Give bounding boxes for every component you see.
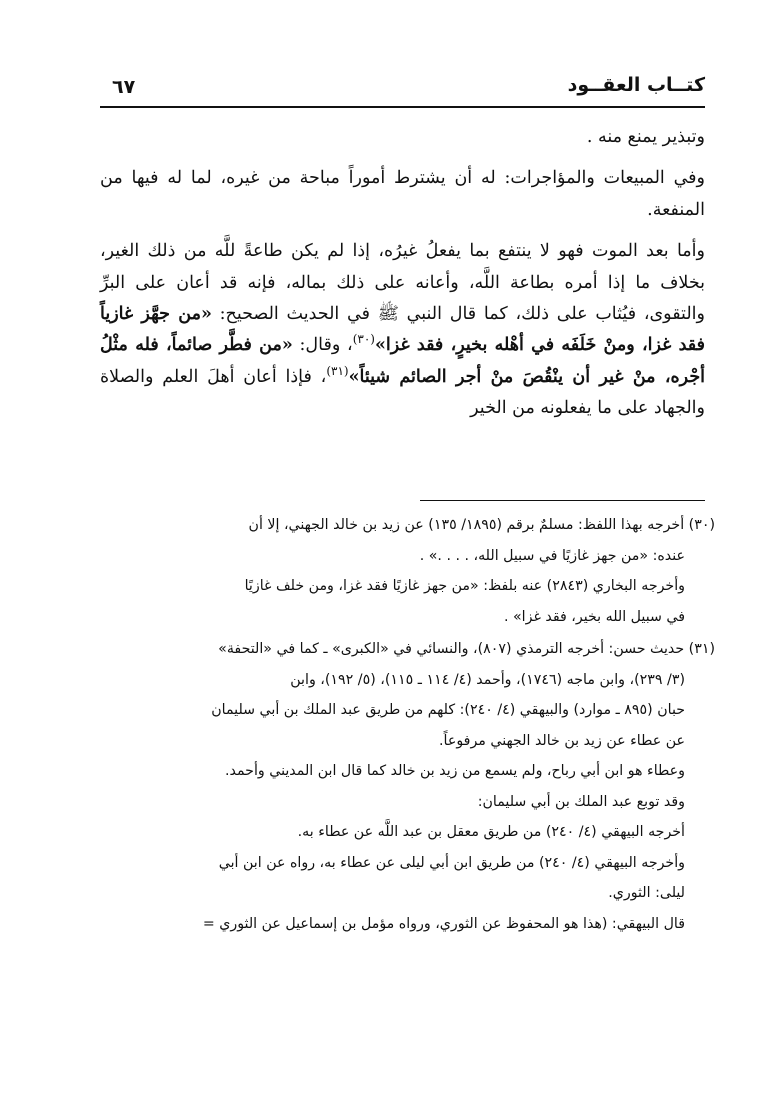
hadith-quote: «من جهَّز غازياً فقد غزا، ومنْ خَلَفَه في أهْله بخيرٍ، فقد غزا» <box>100 304 705 356</box>
footnote-line: وعطاء هو ابن أبي رباح، ولم يسمع من زيد بن خالد كما قال ابن المديني وأحمد. <box>225 763 685 779</box>
footnote-line: حبان (٨٩٥ ـ موارد) والبيهقي (٤/ ٢٤٠): كلهم من طريق عبد الملك بن أبي سليمان <box>211 702 685 718</box>
footnote-31 <box>100 634 715 939</box>
page-number: ٦٧ <box>112 76 136 98</box>
footnote-line: وأخرجه البيهقي (٤/ ٢٤٠) من طريق ابن أبي ليلى عن عطاء به، رواه عن ابن أبي <box>218 854 685 871</box>
paragraph: وتبذير يمنع منه . <box>586 127 705 147</box>
paragraph <box>100 236 705 424</box>
book-title: كتــاب العقــود <box>567 74 705 96</box>
footnote-divider <box>420 500 705 501</box>
paragraph-intro: وأما بعد الموت فهو لا ينتفع بما يفعلُ غيرُه، إذا لم يكن طاعةً للَّه من ذلك الغير، بخلاف ما إذا أمره بطاعة اللَّه، وأعانه على ذلك بماله، فإنه قد أعان على البرِّ والتقوى، فيُثاب على ذلك، كما قال النبي ﷺ في الحديث الصحيح: <box>100 241 705 325</box>
footnote-line: (٣/ ٢٣٩)، وابن ماجه (١٧٤٦)، وأحمد (٤/ ١١٤ ـ ١١٥)، (٥/ ١٩٢)، وابن <box>290 671 685 688</box>
footnote-line: وأخرجه البخاري (٢٨٤٣) عنه بلفظ: «من جهز غازيًا فقد غزا، ومن خلف غازيًا <box>244 578 685 594</box>
footnote-line: في سبيل الله بخير، فقد غزا» . <box>503 608 685 625</box>
paragraph: وفي المبيعات والمؤاجرات: له أن يشترط أموراً مباحة من غيره، لما له فيها من المنفعة. <box>100 168 705 220</box>
footnote-line: أخرجه البيهقي (٤/ ٢٤٠) من طريق معقل بن عبد اللَّه عن عطاء به. <box>297 824 685 840</box>
footnote-reference: (٣١) <box>326 364 349 379</box>
paragraph-tail: ، فإذا أعان أهلَ العلم والصلاة والجهاد على ما يفعلونه من الخير <box>100 366 705 419</box>
footnote-line: ليلى: الثوري. <box>608 885 685 901</box>
hadith-quote: «من فطَّر صائماً، فله مثْلُ أجْره، منْ غير أن ينْقُصَ منْ أجر الصائم شيئاً» <box>100 335 706 387</box>
footnote-line: (٣٠) أخرجه بهذا اللفظ: مسلمٌ برقم (١٨٩٥/ ١٣٥) عن زيد بن خالد الجهني، إلا أن <box>248 517 715 533</box>
footnote-reference: (٣٠) <box>352 332 375 347</box>
footnote-line: عنده: «من جهز غازيًا في سبيل الله، . . . .» . <box>419 547 685 564</box>
footnotes <box>100 510 715 941</box>
footnote-line: قال البيهقي: (هذا هو المحفوظ عن الثوري، ورواه مؤمل بن إسماعيل عن الثوري = <box>202 915 685 932</box>
footnote-line: (٣١) حديث حسن: أخرجه الترمذي (٨٠٧)، والنسائي في «الكبرى» ـ كما في «التحفة» <box>218 641 715 657</box>
footnote-line: وقد توبع عبد الملك بن أبي سليمان: <box>477 793 685 810</box>
paragraph-connector: ، وقال: <box>292 335 353 356</box>
main-text <box>100 122 705 425</box>
page-header <box>100 66 705 108</box>
footnote-30 <box>100 510 715 632</box>
footnote-line: عن عطاء عن زيد بن خالد الجهني مرفوعاً. <box>439 732 685 749</box>
